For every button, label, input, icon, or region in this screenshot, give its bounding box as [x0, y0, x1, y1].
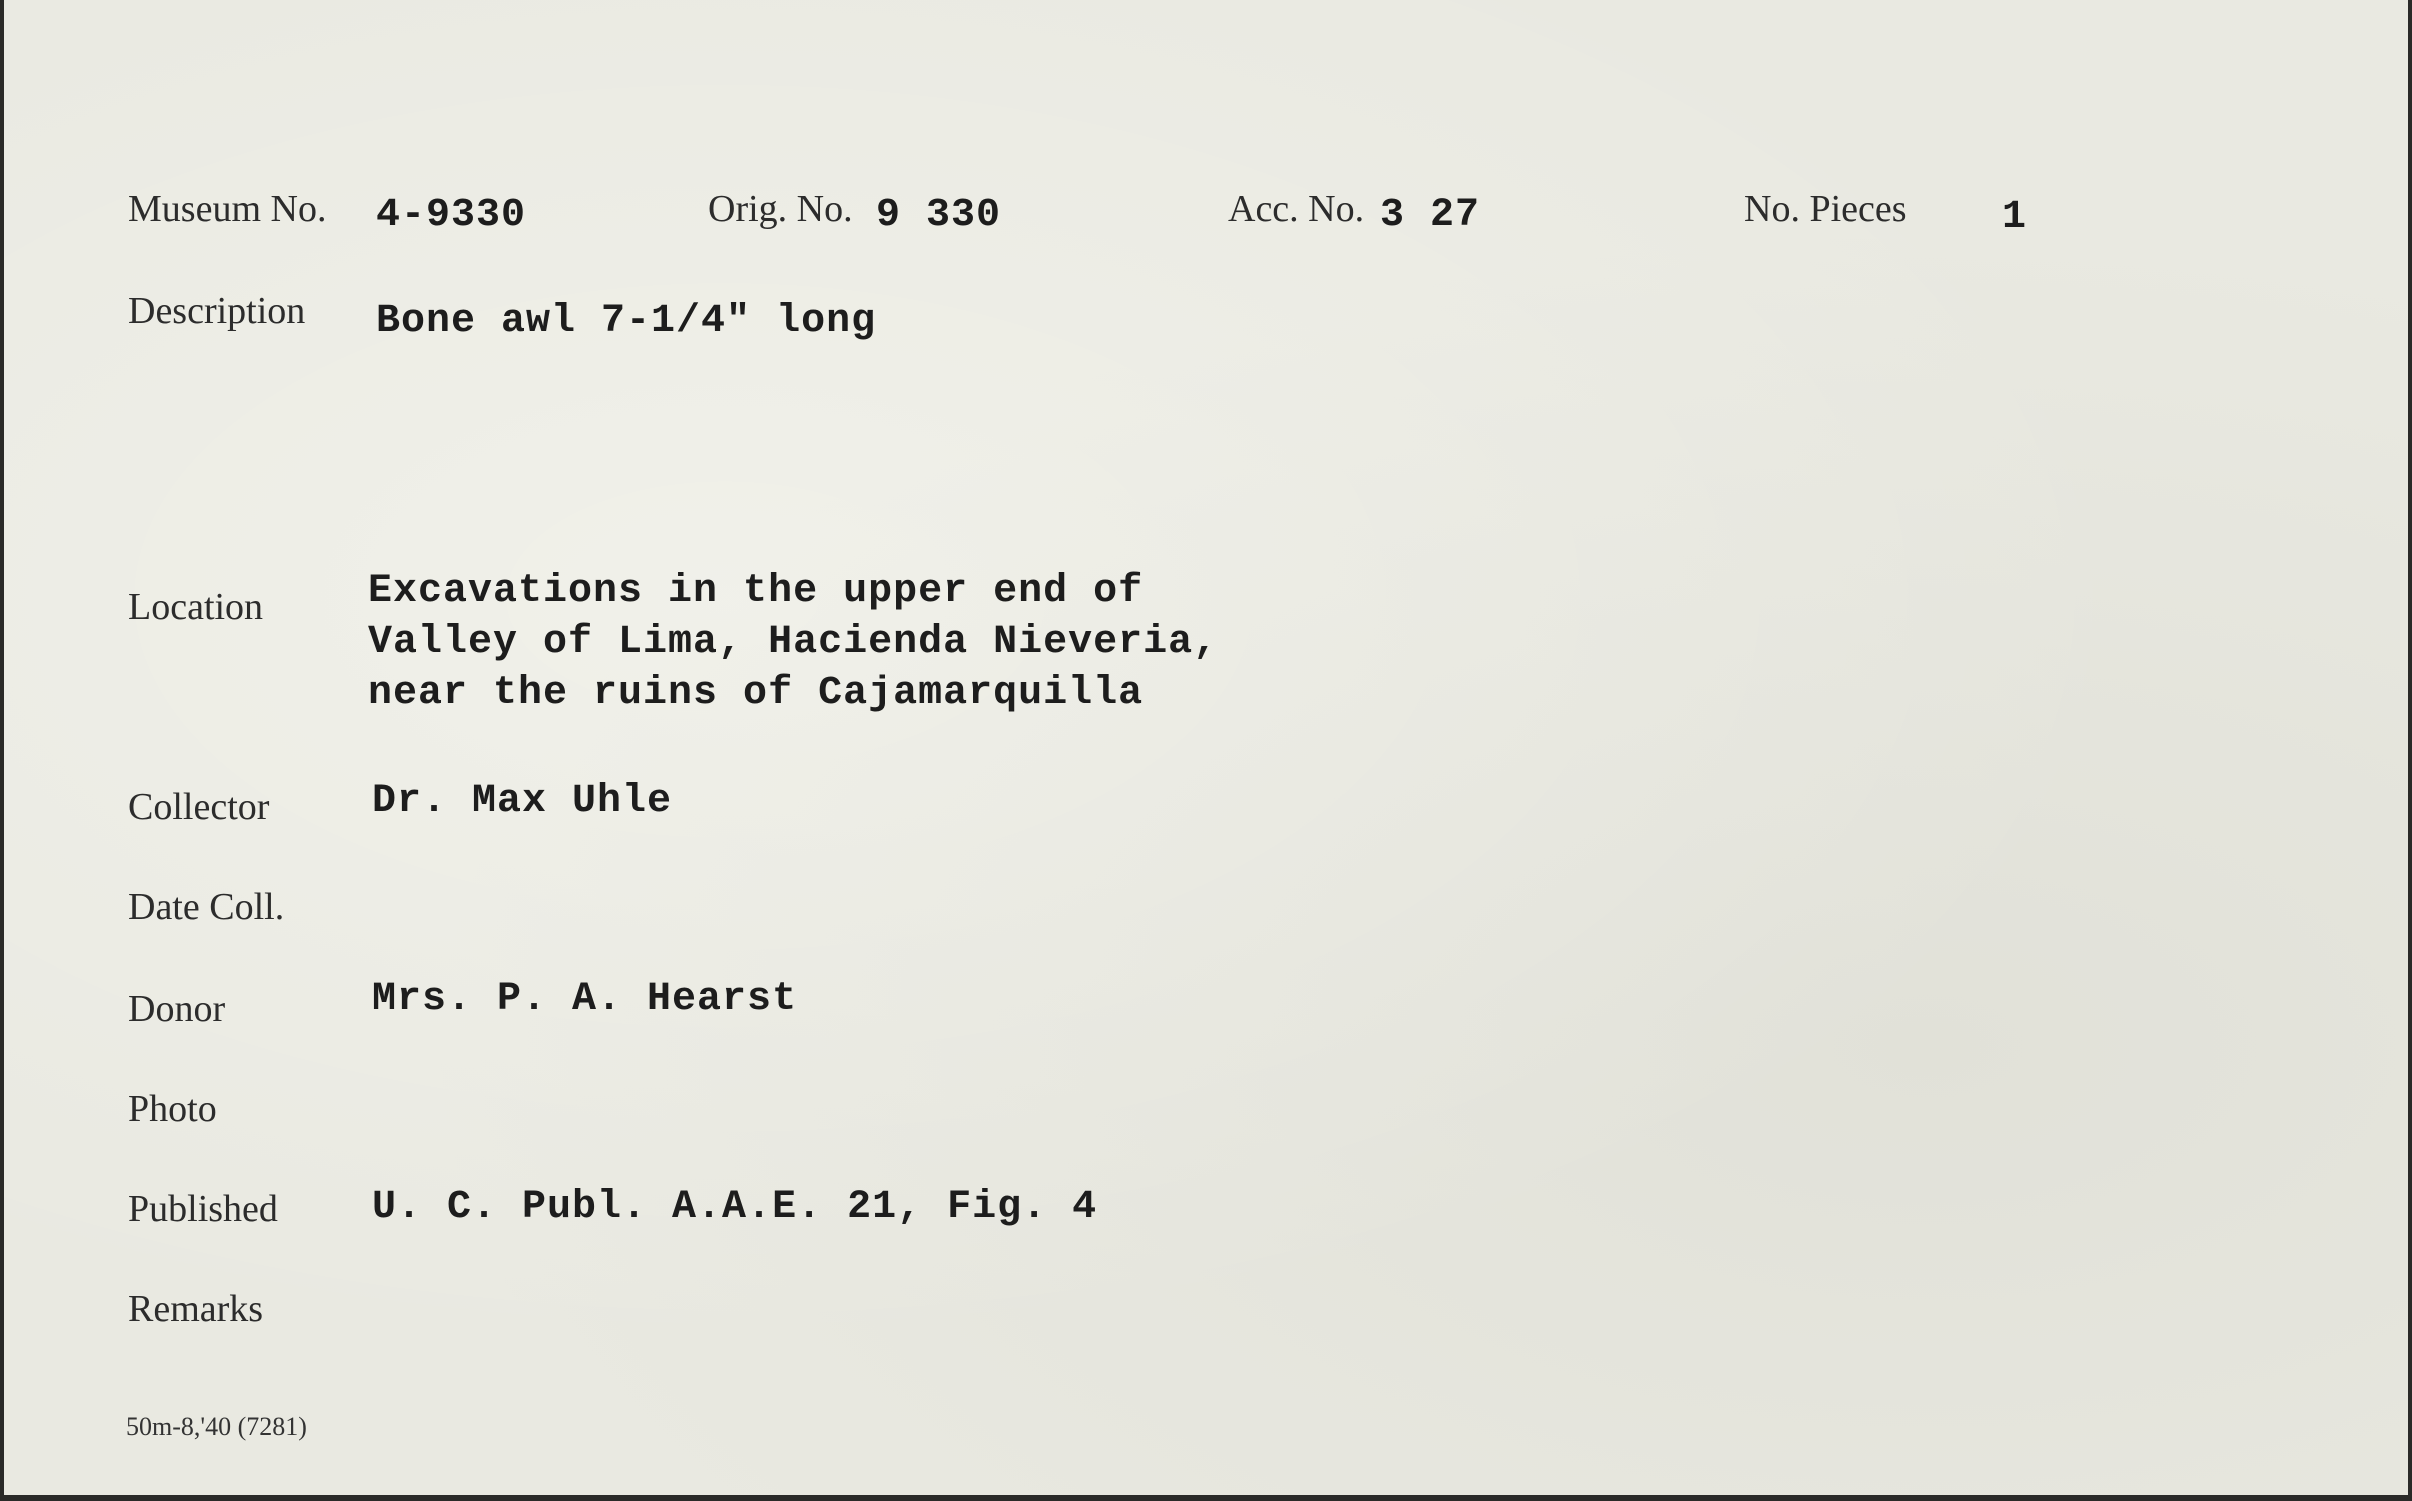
- location-value: [368, 566, 1218, 719]
- description-value: Bone awl 7-1/4" long: [376, 299, 877, 344]
- description-label: Description: [128, 290, 306, 332]
- collector-label: Collector: [128, 786, 270, 828]
- date-coll-label: Date Coll.: [128, 886, 285, 928]
- published-label: Published: [128, 1188, 278, 1230]
- acc-no-value: 3 27: [1380, 193, 1481, 238]
- published-value: U. C. Publ. A.A.E. 21, Fig. 4: [372, 1185, 1098, 1230]
- location-line: Excavations in the upper end of: [368, 569, 1144, 614]
- no-pieces-label: No. Pieces: [1744, 188, 1907, 230]
- no-pieces-value: 1: [2002, 195, 2028, 240]
- remarks-label: Remarks: [128, 1288, 264, 1330]
- print-code: 50m-8,'40 (7281): [126, 1412, 307, 1441]
- donor-value: Mrs. P. A. Hearst: [372, 977, 798, 1022]
- location-label: Location: [128, 586, 264, 628]
- museum-no-label: Museum No.: [128, 188, 327, 230]
- location-line: near the ruins of Cajamarquilla: [368, 671, 1144, 716]
- orig-no-label: Orig. No.: [708, 188, 853, 230]
- acc-no-label: Acc. No.: [1228, 188, 1365, 230]
- orig-no-value: 9 330: [876, 193, 1002, 238]
- donor-label: Donor: [128, 988, 226, 1030]
- collector-value: Dr. Max Uhle: [372, 779, 673, 824]
- location-line: Valley of Lima, Hacienda Nieveria,: [368, 620, 1219, 665]
- museum-no-value: 4-9330: [376, 193, 527, 238]
- photo-label: Photo: [128, 1088, 217, 1130]
